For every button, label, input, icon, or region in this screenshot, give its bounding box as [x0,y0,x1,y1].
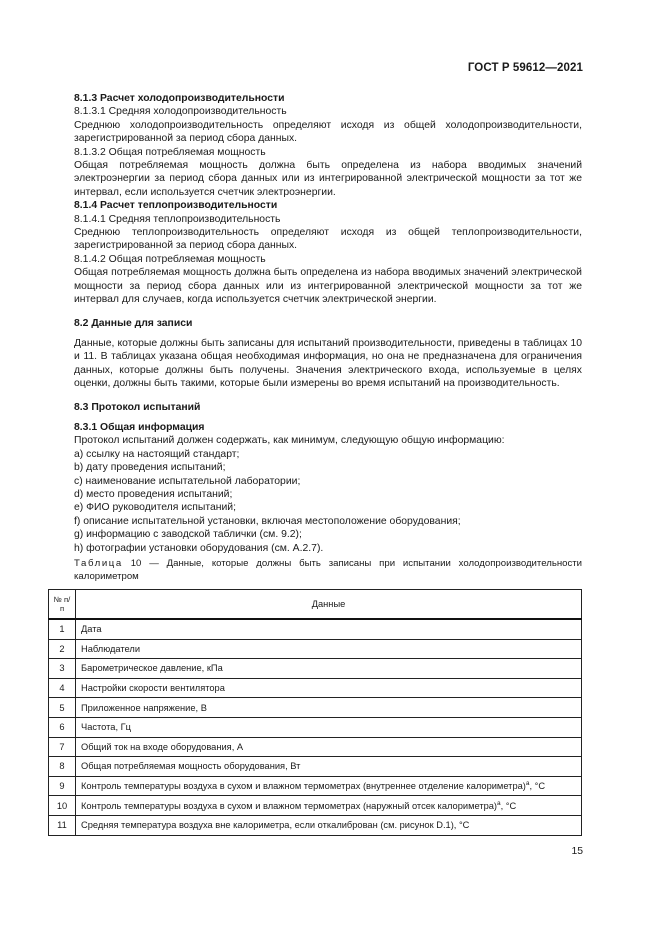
table-row [49,737,582,757]
row-data [76,659,582,679]
row-data [76,639,582,659]
table-caption-label: Таблица [74,558,123,569]
row-data-text: Общий ток на входе оборудования, А [81,741,244,752]
row-data-text: Контроль температуры воздуха в сухом и влажном термометрах (наружный отсек калориметра) [81,800,498,811]
list-item: g) информацию с заводской таблички (см. 9.2); [74,529,302,541]
row-number: 10 [49,796,76,816]
table-row [49,717,582,737]
table-body [49,619,582,835]
row-data [76,678,582,698]
section-8-1-3-title: 8.1.3 Расчет холодопроизводительности [74,93,285,104]
table-caption-text: 10 — Данные, которые должны быть записаны при испытании холодопроизводительности калориметром [74,558,583,582]
table-row [49,659,582,679]
column-header-data: Данные [76,590,582,620]
row-data-text: Частота, Гц [81,722,131,733]
section-8-1-4-1-title: 8.1.4.1 Средняя теплопроизводительность [74,213,281,225]
row-data-text: Настройки скорости вентилятора [81,683,225,694]
list-item: a) ссылку на настоящий стандарт; [74,448,240,460]
table-row [49,796,582,816]
list-item: h) фотографии установки оборудования (см. А.2.7). [74,542,324,554]
page-number: 15 [571,846,583,857]
section-8-1-4-2-title: 8.1.4.2 Общая потребляемая мощность [74,253,266,265]
row-data-text: Приложенное напряжение, В [81,702,207,713]
row-data-text: Наблюдатели [81,643,141,654]
row-number: 1 [49,619,76,639]
row-data-text: Дата [81,624,102,635]
row-data [76,737,582,757]
section-8-3-1-intro: Протокол испытаний должен содержать, как минимум, следующую общую информацию: [74,435,505,447]
list-item: b) дату проведения испытаний; [74,462,226,474]
row-data [76,698,582,718]
row-number: 9 [49,776,76,796]
table-header-row [49,590,582,620]
section-8-1-3-1-text: Среднюю холодопроизводительность определяют исходя из общей холодопроизводительности, зарегистрированной за период сбора данных. [74,119,582,145]
table-row [49,757,582,777]
row-number: 2 [49,639,76,659]
row-number: 4 [49,678,76,698]
row-data [76,796,582,816]
row-number: 7 [49,737,76,757]
row-number: 11 [49,815,76,835]
row-data [76,619,582,639]
table-row [49,776,582,796]
table-10-caption [74,558,582,583]
row-number: 3 [49,659,76,679]
row-number: 6 [49,717,76,737]
row-number: 5 [49,698,76,718]
section-8-1-3-2-title: 8.1.3.2 Общая потребляемая мощность [74,146,266,158]
table-row [49,619,582,639]
section-8-2-text: Данные, которые должны быть записаны для испытаний производительности, приведены в таблицах 10 и 11. В таблицах указана общая необходимая информация, но она не предназначена для ограничения данных, которые должны быть получены. Значения электрического входа, используемые в целях оценки, должны быть такими, которые были измерены во время испытаний на производительность. [74,337,582,390]
row-number: 8 [49,757,76,777]
section-8-3-title: 8.3 Протокол испытаний [74,401,201,413]
row-data-text: Барометрическое давление, кПа [81,663,223,674]
section-8-1-3-1-title: 8.1.3.1 Средняя холодопроизводительность [74,106,287,118]
list-item: d) место проведения испытаний; [74,488,233,500]
general-info-list [74,448,582,555]
section-8-1-4-2-text: Общая потребляемая мощность должна быть определена из набора вводимых значений электрической мощности за период сбора данных или из интегрированной электрической мощности за тот же интервал для случаев, когда используется счетчик электрической энергии. [74,267,582,306]
table-10 [48,589,582,836]
row-data [76,815,582,835]
row-data [76,717,582,737]
footnote-marker: a [497,799,501,807]
list-item: f) описание испытательной установки, включая местоположение оборудования; [74,515,461,527]
row-data [76,757,582,777]
table-row [49,698,582,718]
document-code: ГОСТ Р 59612—2021 [467,62,583,74]
section-8-1-3-2-text: Общая потребляемая мощность должна быть определена из набора вводимых значений электроэнергии за период сбора данных или из интегрированной электрической мощности за тот же интервал, если используется счетчик электроэнергии. [74,160,582,198]
section-8-1-4-1-text: Среднюю теплопроизводительность определяют исходя из общей теплопроизводительности, зарегистрированной за период сбора данных. [74,227,582,252]
footnote-marker: a [525,779,530,787]
row-data-unit: , °С [529,781,546,792]
section-8-3-1-title: 8.3.1 Общая информация [74,421,205,433]
main-text [74,92,582,555]
table-row [49,815,582,835]
list-item: e) ФИО руководителя испытаний; [74,502,236,514]
list-item: c) наименование испытательной лаборатории; [74,475,301,487]
table-row [49,639,582,659]
row-data-text: Общая потребляемая мощность оборудования, Вт [81,761,301,772]
row-data-text: Контроль температуры воздуха в сухом и влажном термометрах (внутреннее отделение калориметра) [81,781,526,792]
row-data-text: Средняя температура воздуха вне калориметра, если откалиброван (см. рисунок D.1), °С [81,820,470,831]
section-8-1-4-title: 8.1.4 Расчет теплопроизводительности [74,200,278,212]
row-data [76,776,582,796]
section-8-2-title: 8.2 Данные для записи [74,317,193,329]
row-data-unit: , °С [500,800,517,811]
table-row [49,678,582,698]
column-header-number: № п/п [49,590,76,620]
